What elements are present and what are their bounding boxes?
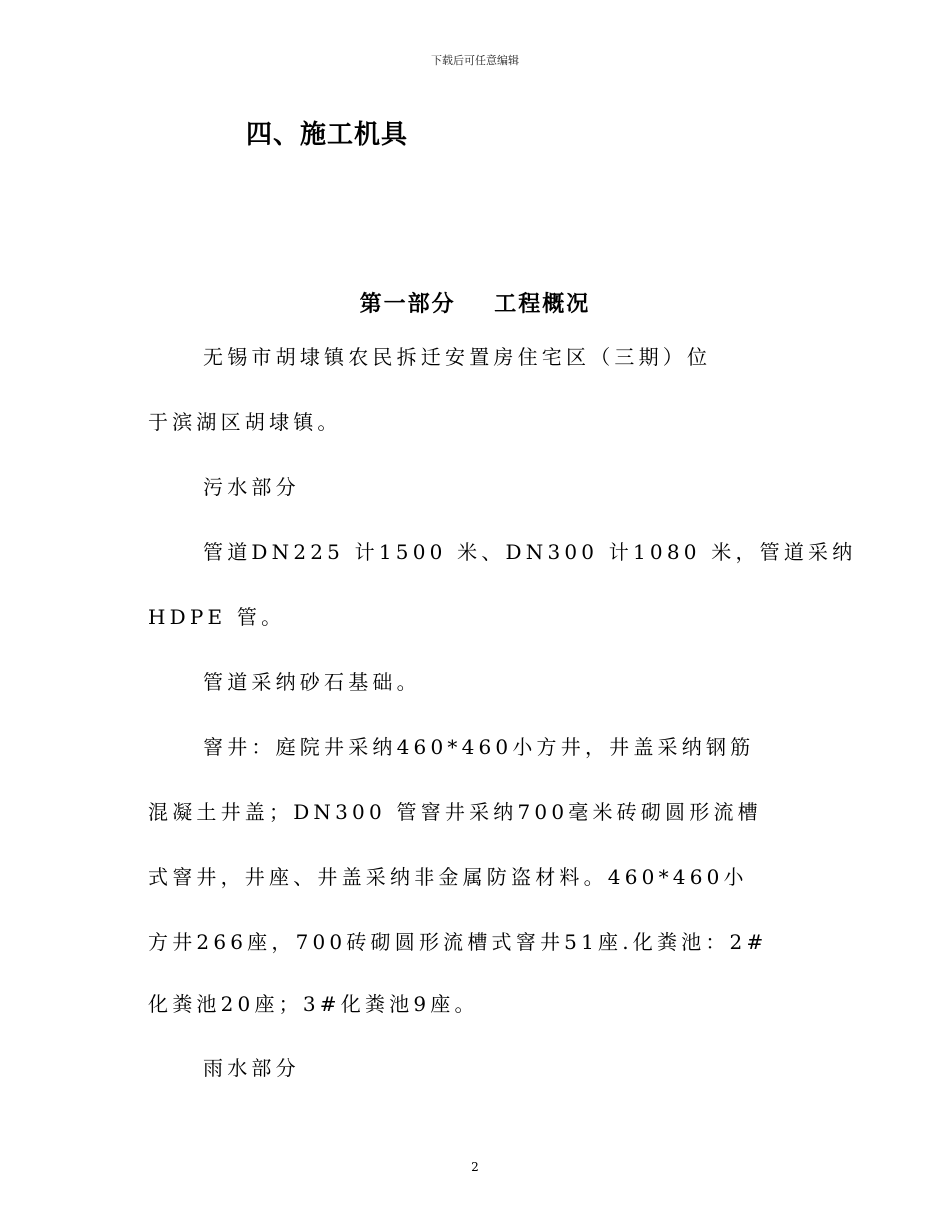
paragraph-line: 雨水部分 [203,1056,300,1080]
paragraph-line: 窨井：庭院井采纳460*460小方井，井盖采纳钢筋 [203,735,755,759]
paragraph-line: 方井266座，700砖砌圆形流槽式窨井51座.化粪池：2# [148,930,768,954]
paragraph-line: 管道DN225 计1500 米、DN300 计1080 米，管道采纳 [203,540,857,564]
paragraph-line: 污水部分 [203,475,300,499]
paragraph-line: 无锡市胡埭镇农民拆迁安置房住宅区（三期）位 [203,345,712,369]
paragraph-line: 式窨井，井座、井盖采纳非金属防盗材料。460*460小 [148,865,748,889]
paragraph-line: 管道采纳砂石基础。 [203,670,421,694]
paragraph-line: 混凝土井盖；DN300 管窨井采纳700毫米砖砌圆形流槽 [148,800,762,824]
page-number: 2 [471,1160,479,1174]
section-heading: 四、施工机具 [246,120,409,150]
paragraph-line: 化粪池20座；3#化粪池9座。 [148,992,479,1016]
paragraph-line: 于滨湖区胡埭镇。 [148,410,342,434]
part-heading: 第一部分 工程概况 [359,291,591,317]
header-note: 下载后可任意编辑 [431,54,519,67]
paragraph-line: HDPE 管。 [148,605,286,629]
